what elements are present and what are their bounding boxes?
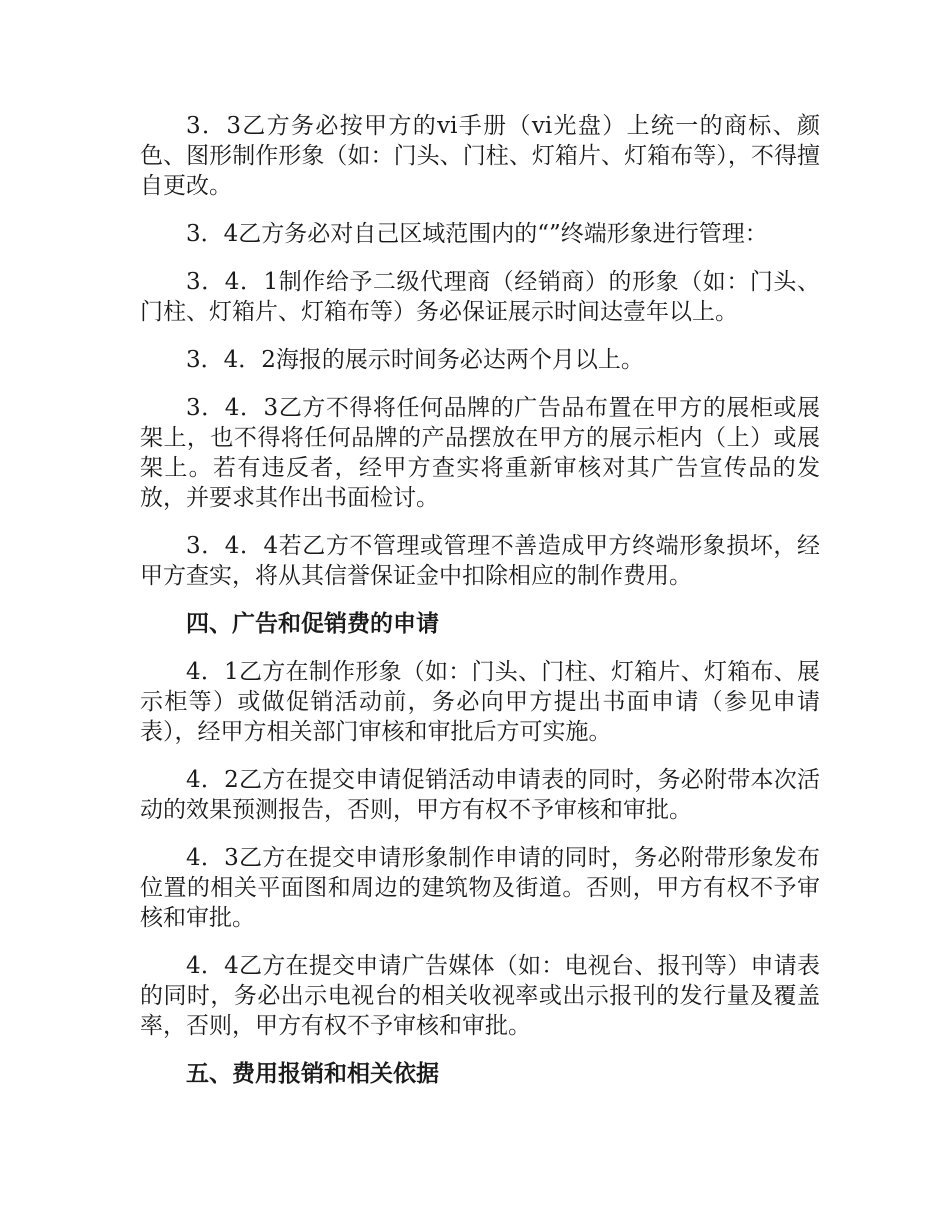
document-body <box>140 111 820 1107</box>
clause-3-4-3: 3．4．3乙方不得将任何品牌的广告品布置在甲方的展柜或展架上，也不得将任何品牌的产品摆放在甲方的展示柜内（上）或展架上。若有违反者，经甲方查实将重新审核对其广告宣传品的发放，并要求其作出书面检讨。 <box>140 395 820 511</box>
clause-4-4: 4．4乙方在提交申请广告媒体（如：电视台、报刊等）申请表的同时，务必出示电视台的相关收视率或出示报刊的发行量及覆盖率，否则，甲方有权不予审核和审批。 <box>140 953 820 1039</box>
clause-4-1: 4．1乙方在制作形象（如：门头、门柱、灯箱片、灯箱布、展示柜等）或做促销活动前，务必向甲方提出书面申请（参见申请表），经甲方相关部门审核和审批后方可实施。 <box>140 659 820 745</box>
clause-3-4-4: 3．4．4若乙方不管理或管理不善造成甲方终端形象损坏，经甲方查实，将从其信誉保证金中扣除相应的制作费用。 <box>140 533 820 589</box>
clause-3-4-1: 3．4．1制作给予二级代理商（经销商）的形象（如：门头、门柱、灯箱片、灯箱布等）务必保证展示时间达壹年以上。 <box>140 269 820 325</box>
section-heading-4: 四、广告和促销费的申请 <box>186 610 439 637</box>
clause-4-2: 4．2乙方在提交申请促销活动申请表的同时，务必附带本次活动的效果预测报告，否则，甲方有权不予审核和审批。 <box>140 767 820 823</box>
clause-4-3: 4．3乙方在提交申请形象制作申请的同时，务必附带形象发布位置的相关平面图和周边的建筑物及街道。否则，甲方有权不予审核和审批。 <box>140 845 820 931</box>
clause-3-4: 3．4乙方务必对自己区域范围内的“”终端形象进行管理： <box>186 221 768 247</box>
clause-3-4-2: 3．4．2海报的展示时间务必达两个月以上。 <box>186 347 644 373</box>
section-heading-5: 五、费用报销和相关依据 <box>186 1060 439 1087</box>
clause-3-3: 3．3乙方务必按甲方的vi手册（vi光盘）上统一的商标、颜色、图形制作形象（如：门头、门柱、灯箱片、灯箱布等），不得擅自更改。 <box>140 113 820 199</box>
